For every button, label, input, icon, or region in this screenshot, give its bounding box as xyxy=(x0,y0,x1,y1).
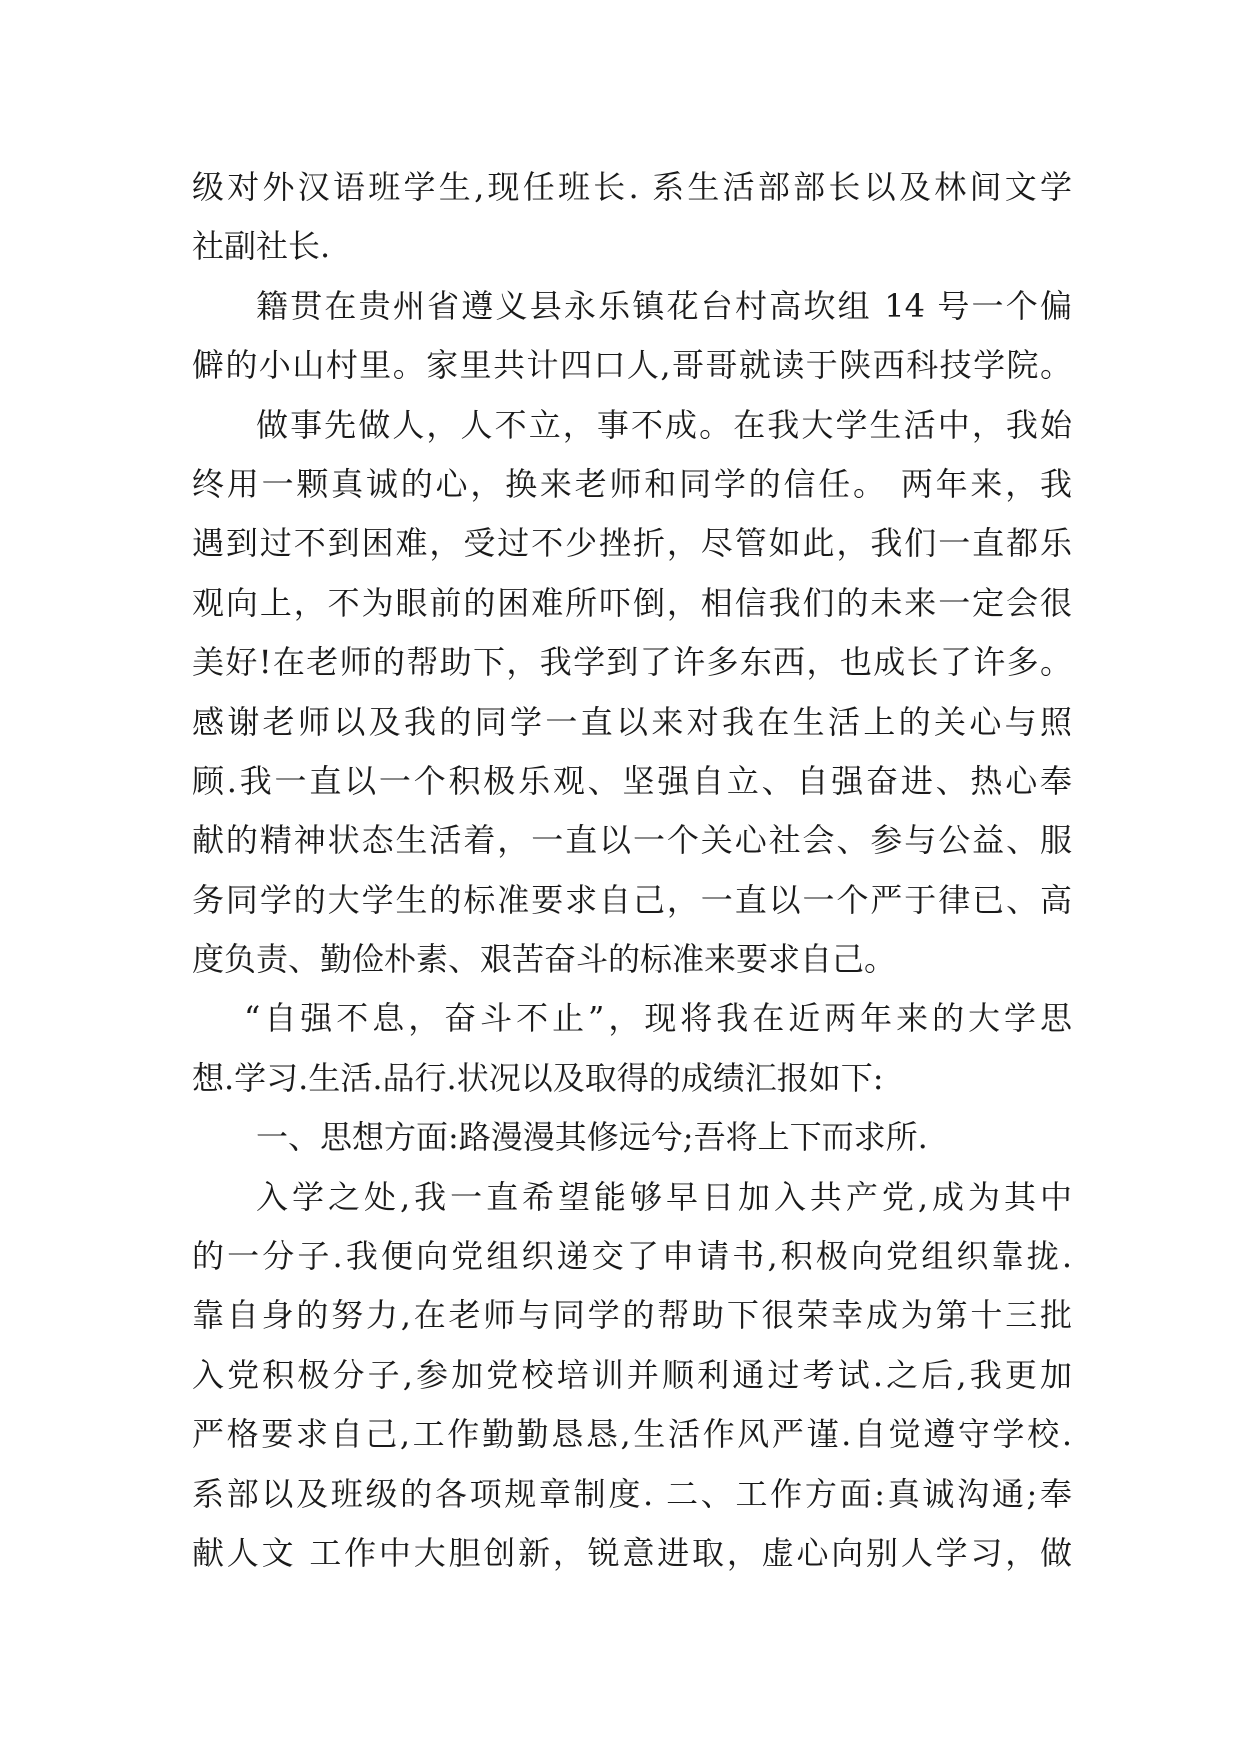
text-line: 系部以及班级的各项规章制度. 二、工作方面:真诚沟通;奉 xyxy=(192,1474,1072,1513)
text-line: 入党积极分子,参加党校培训并顺利通过考试.之后,我更加 xyxy=(192,1355,1072,1394)
text-line: 顾.我一直以一个积极乐观、坚强自立、自强奋进、热心奉 xyxy=(192,761,1072,800)
text-line: 社副社长. xyxy=(192,227,331,266)
text-line: 的一分子.我便向党组织递交了申请书,积极向党组织靠拢. xyxy=(192,1237,1072,1276)
text-line: 做事先做人，人不立，事不成。在我大学生活中，我始 xyxy=(256,405,1072,444)
text-line: 度负责、勤俭朴素、艰苦奋斗的标准来要求自己。 xyxy=(192,940,897,979)
text-line: 遇到过不到困难，受过不少挫折，尽管如此，我们一直都乐 xyxy=(192,524,1072,563)
text-line: 务同学的大学生的标准要求自己，一直以一个严于律已、高 xyxy=(192,880,1072,919)
text-line: 想.学习.生活.品行.状况以及取得的成绩汇报如下: xyxy=(192,1058,884,1097)
text-line: 美好!在老师的帮助下，我学到了许多东西，也成长了许多。 xyxy=(192,643,1072,682)
text-line: 籍贯在贵州省遵义县永乐镇花台村高坎组 14 号一个偏 xyxy=(256,286,1072,325)
section-heading: 一、思想方面:路漫漫其修远兮;吾将上下而求所. xyxy=(256,1118,928,1157)
text-line: “自强不息，奋斗不止”，现将我在近两年来的大学思 xyxy=(244,999,1072,1038)
text-line: 入学之处,我一直希望能够早日加入共产党,成为其中 xyxy=(256,1177,1072,1216)
text-line: 终用一颗真诚的心，换来老师和同学的信任。 两年来，我 xyxy=(192,464,1072,503)
text-line: 靠自身的努力,在老师与同学的帮助下很荣幸成为第十三批 xyxy=(192,1296,1072,1335)
text-line: 观向上，不为眼前的困难所吓倒，相信我们的未来一定会很 xyxy=(192,583,1072,622)
text-line: 献的精神状态生活着，一直以一个关心社会、参与公益、服 xyxy=(192,821,1072,860)
text-line: 献人文 工作中大胆创新，锐意进取，虚心向别人学习，做 xyxy=(192,1533,1072,1572)
text-line: 严格要求自己,工作勤勤恳恳,生活作风严谨.自觉遵守学校. xyxy=(192,1415,1072,1454)
text-line: 级对外汉语班学生,现任班长. 系生活部部长以及林间文学 xyxy=(192,168,1072,206)
text-line: 僻的小山村里。家里共计四口人,哥哥就读于陕西科技学院。 xyxy=(192,346,1072,385)
document-body xyxy=(192,158,1072,1583)
text-line: 感谢老师以及我的同学一直以来对我在生活上的关心与照 xyxy=(192,702,1072,741)
